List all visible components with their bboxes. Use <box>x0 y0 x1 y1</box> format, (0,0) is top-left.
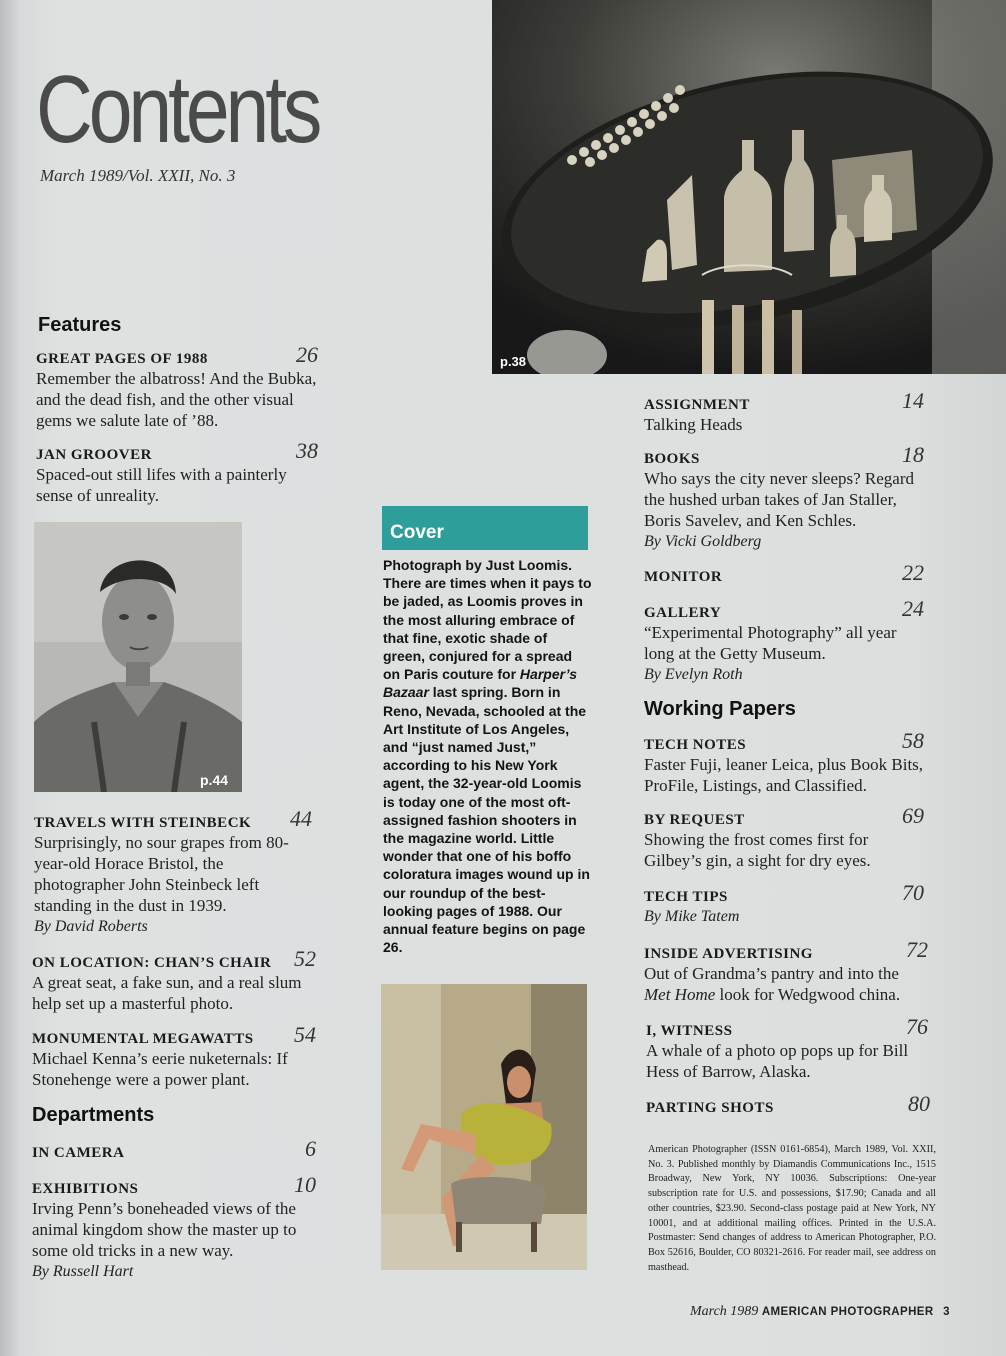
entry-title: JAN GROOVER <box>36 447 152 463</box>
entry-title: ON LOCATION: CHAN’S CHAIR <box>32 955 272 971</box>
cover-photo <box>381 984 587 1270</box>
department-books[interactable] <box>644 442 924 552</box>
publication-fine-print: American Photographer (ISSN 0161-6854), March 1989, Vol. XXII, No. 3. Published monthly by Diamandis Communications Inc., 1515 Broadway, New York, NY 10036. Subscriptions: One-year subscription rate for U.S. and possessions, $17.90; Canada and all other countries, $23.90. Second-class postage paid at New York, NY 10001, and at additional mailing offices. Printed in the U.S.A. Postmaster: Send changes of address to American Photographer, P.O. Box 52616, Boulder, CO 80321-2616. For reader mail, see address on masthead. <box>648 1144 936 1273</box>
entry-description: A whale of a photo op pops up for Bill Hess of Barrow, Alaska. <box>646 1041 909 1081</box>
entry-description: Talking Heads <box>644 415 743 434</box>
page-number: 14 <box>902 388 924 413</box>
entry-byline: By Russell Hart <box>32 1263 134 1280</box>
entry-description: Irving Penn’s boneheaded views of the animal kingdom show the master up to some old tricks in a new way. <box>32 1199 297 1260</box>
entry-description: A great seat, a fake sun, and a real slum help set up a masterful photo. <box>32 973 302 1013</box>
entry-description: Showing the frost comes first for Gilbey’s gin, a sight for dry eyes. <box>644 830 871 870</box>
entry-title: EXHIBITIONS <box>32 1181 139 1197</box>
department-exhibitions[interactable] <box>32 1172 316 1282</box>
working-papers-inside-advertising[interactable] <box>644 937 928 1005</box>
page-number: 18 <box>902 442 924 467</box>
description-post: look for Wedgwood china. <box>715 985 901 1004</box>
page-number: 70 <box>902 880 924 905</box>
page-number: 52 <box>294 946 316 971</box>
entry-description: “Experimental Photography” all year long at the Getty Museum. <box>644 623 897 663</box>
page-number: 26 <box>296 342 318 367</box>
entry-title: PARTING SHOTS <box>646 1100 774 1116</box>
page-number: 38 <box>296 438 318 463</box>
page-number: 22 <box>902 560 924 585</box>
entry-title: TRAVELS WITH STEINBECK <box>34 815 252 831</box>
features-heading: Features <box>38 314 122 336</box>
page-number: 72 <box>906 937 928 962</box>
photo-page-label-still-life: p.38 <box>500 354 527 369</box>
entry-title: TECH TIPS <box>644 889 728 905</box>
footer-magazine-name: AMERICAN PHOTOGRAPHER <box>761 1306 934 1318</box>
departments-heading: Departments <box>32 1104 155 1126</box>
entry-title: I, WITNESS <box>646 1023 733 1039</box>
description-magazine: Met Home <box>644 985 716 1004</box>
working-papers-i-witness[interactable] <box>646 1014 928 1082</box>
entry-title: IN CAMERA <box>32 1145 125 1161</box>
feature-great-pages[interactable] <box>36 342 318 431</box>
still-life-photo <box>492 0 1006 374</box>
entry-description: Faster Fuji, leaner Leica, plus Book Bits, ProFile, Listings, and Classified. <box>644 755 924 795</box>
department-assignment[interactable] <box>644 388 924 435</box>
page-number: 54 <box>294 1022 316 1047</box>
feature-jan-groover[interactable] <box>36 438 318 506</box>
cover-heading-box <box>382 506 588 550</box>
entry-description: Spaced-out still lifes with a painterly sense of unreality. <box>36 465 287 505</box>
department-monitor[interactable] <box>644 560 924 586</box>
issue-line: March 1989/Vol. XXII, No. 3 <box>40 166 236 185</box>
page-title: Contents <box>36 56 319 163</box>
feature-on-location[interactable] <box>32 946 316 1014</box>
entry-title: BOOKS <box>644 451 700 467</box>
page-number: 69 <box>902 803 924 828</box>
entry-byline: By David Roberts <box>34 918 148 935</box>
entry-title: GALLERY <box>644 605 722 621</box>
entry-description: Surprisingly, no sour grapes from 80-year-old Horace Bristol, the photographer John Steinbeck left standing in the dust in 1939. <box>34 833 289 915</box>
steinbeck-portrait-photo <box>34 522 242 792</box>
page-number: 44 <box>290 806 312 831</box>
photo-page-label-portrait: p.44 <box>200 772 229 788</box>
feature-monumental-megawatts[interactable] <box>32 1022 316 1090</box>
department-in-camera[interactable] <box>32 1136 316 1162</box>
page-number: 76 <box>906 1014 928 1039</box>
feature-travels-with-steinbeck[interactable] <box>34 806 312 937</box>
cover-description <box>383 556 593 956</box>
cover-text-pre: Photograph by Just Loomis. There are times when it pays to be jaded, as Loomis proves in the most alluring embrace of that fine, exotic shade of green, conjured for a spread on Paris couture for <box>383 557 592 683</box>
entry-title: GREAT PAGES OF 1988 <box>36 351 208 367</box>
description-pre: Out of Grandma’s pantry and into the <box>644 964 899 983</box>
working-papers-tech-tips[interactable] <box>644 880 924 927</box>
entry-description: Michael Kenna’s eerie nuketernals: If Stonehenge were a power plant. <box>32 1049 288 1089</box>
entry-title: TECH NOTES <box>644 737 747 753</box>
portrait-image <box>34 522 242 792</box>
cover-image <box>381 984 587 1270</box>
page-number: 80 <box>908 1091 930 1116</box>
working-papers-tech-notes[interactable] <box>644 728 924 796</box>
page-number: 58 <box>902 728 924 753</box>
entry-description <box>644 963 928 1005</box>
still-life-image <box>492 0 1006 374</box>
working-papers-heading: Working Papers <box>644 698 796 720</box>
entry-title: ASSIGNMENT <box>644 397 750 413</box>
page-number: 10 <box>294 1172 316 1197</box>
cover-text-magazine: Harper’s Bazaar <box>383 666 577 701</box>
footer-page-number: 3 <box>943 1306 950 1318</box>
entry-title: MONITOR <box>644 569 723 585</box>
page-footer <box>690 1304 950 1320</box>
department-gallery[interactable] <box>644 596 924 685</box>
footer-date: March 1989 <box>690 1304 759 1319</box>
entry-description: Remember the albatross! And the Bubka, and the dead fish, and the other visual gems we salute late of ’88. <box>36 369 317 430</box>
entry-byline: By Vicki Goldberg <box>644 533 762 550</box>
working-papers-parting-shots[interactable] <box>646 1091 930 1117</box>
entry-byline: By Mike Tatem <box>644 908 740 925</box>
cover-text-post: last spring. Born in Reno, Nevada, schooled at the Art Institute of Los Angeles, and “just named Just,” according to his New York agent, the 32-year-old Loomis is today one of the most oft-assigned fashion shooters in the magazine world. Little wonder that one of his boffo coloratura images wound up in our roundup of the best-looking pages of 1988. Our annual feature begins on page 26. <box>383 684 590 956</box>
entry-description: Who says the city never sleeps? Regard the hushed urban takes of Jan Staller, Boris Savelev, and Ken Schles. <box>644 469 915 530</box>
entry-title: BY REQUEST <box>644 812 745 828</box>
entry-byline: By Evelyn Roth <box>644 666 743 683</box>
page-number: 6 <box>305 1136 316 1161</box>
page-number: 24 <box>902 596 924 621</box>
working-papers-by-request[interactable] <box>644 803 924 871</box>
entry-title: MONUMENTAL MEGAWATTS <box>32 1031 254 1047</box>
entry-title: INSIDE ADVERTISING <box>644 946 813 962</box>
cover-heading: Cover <box>390 522 444 543</box>
